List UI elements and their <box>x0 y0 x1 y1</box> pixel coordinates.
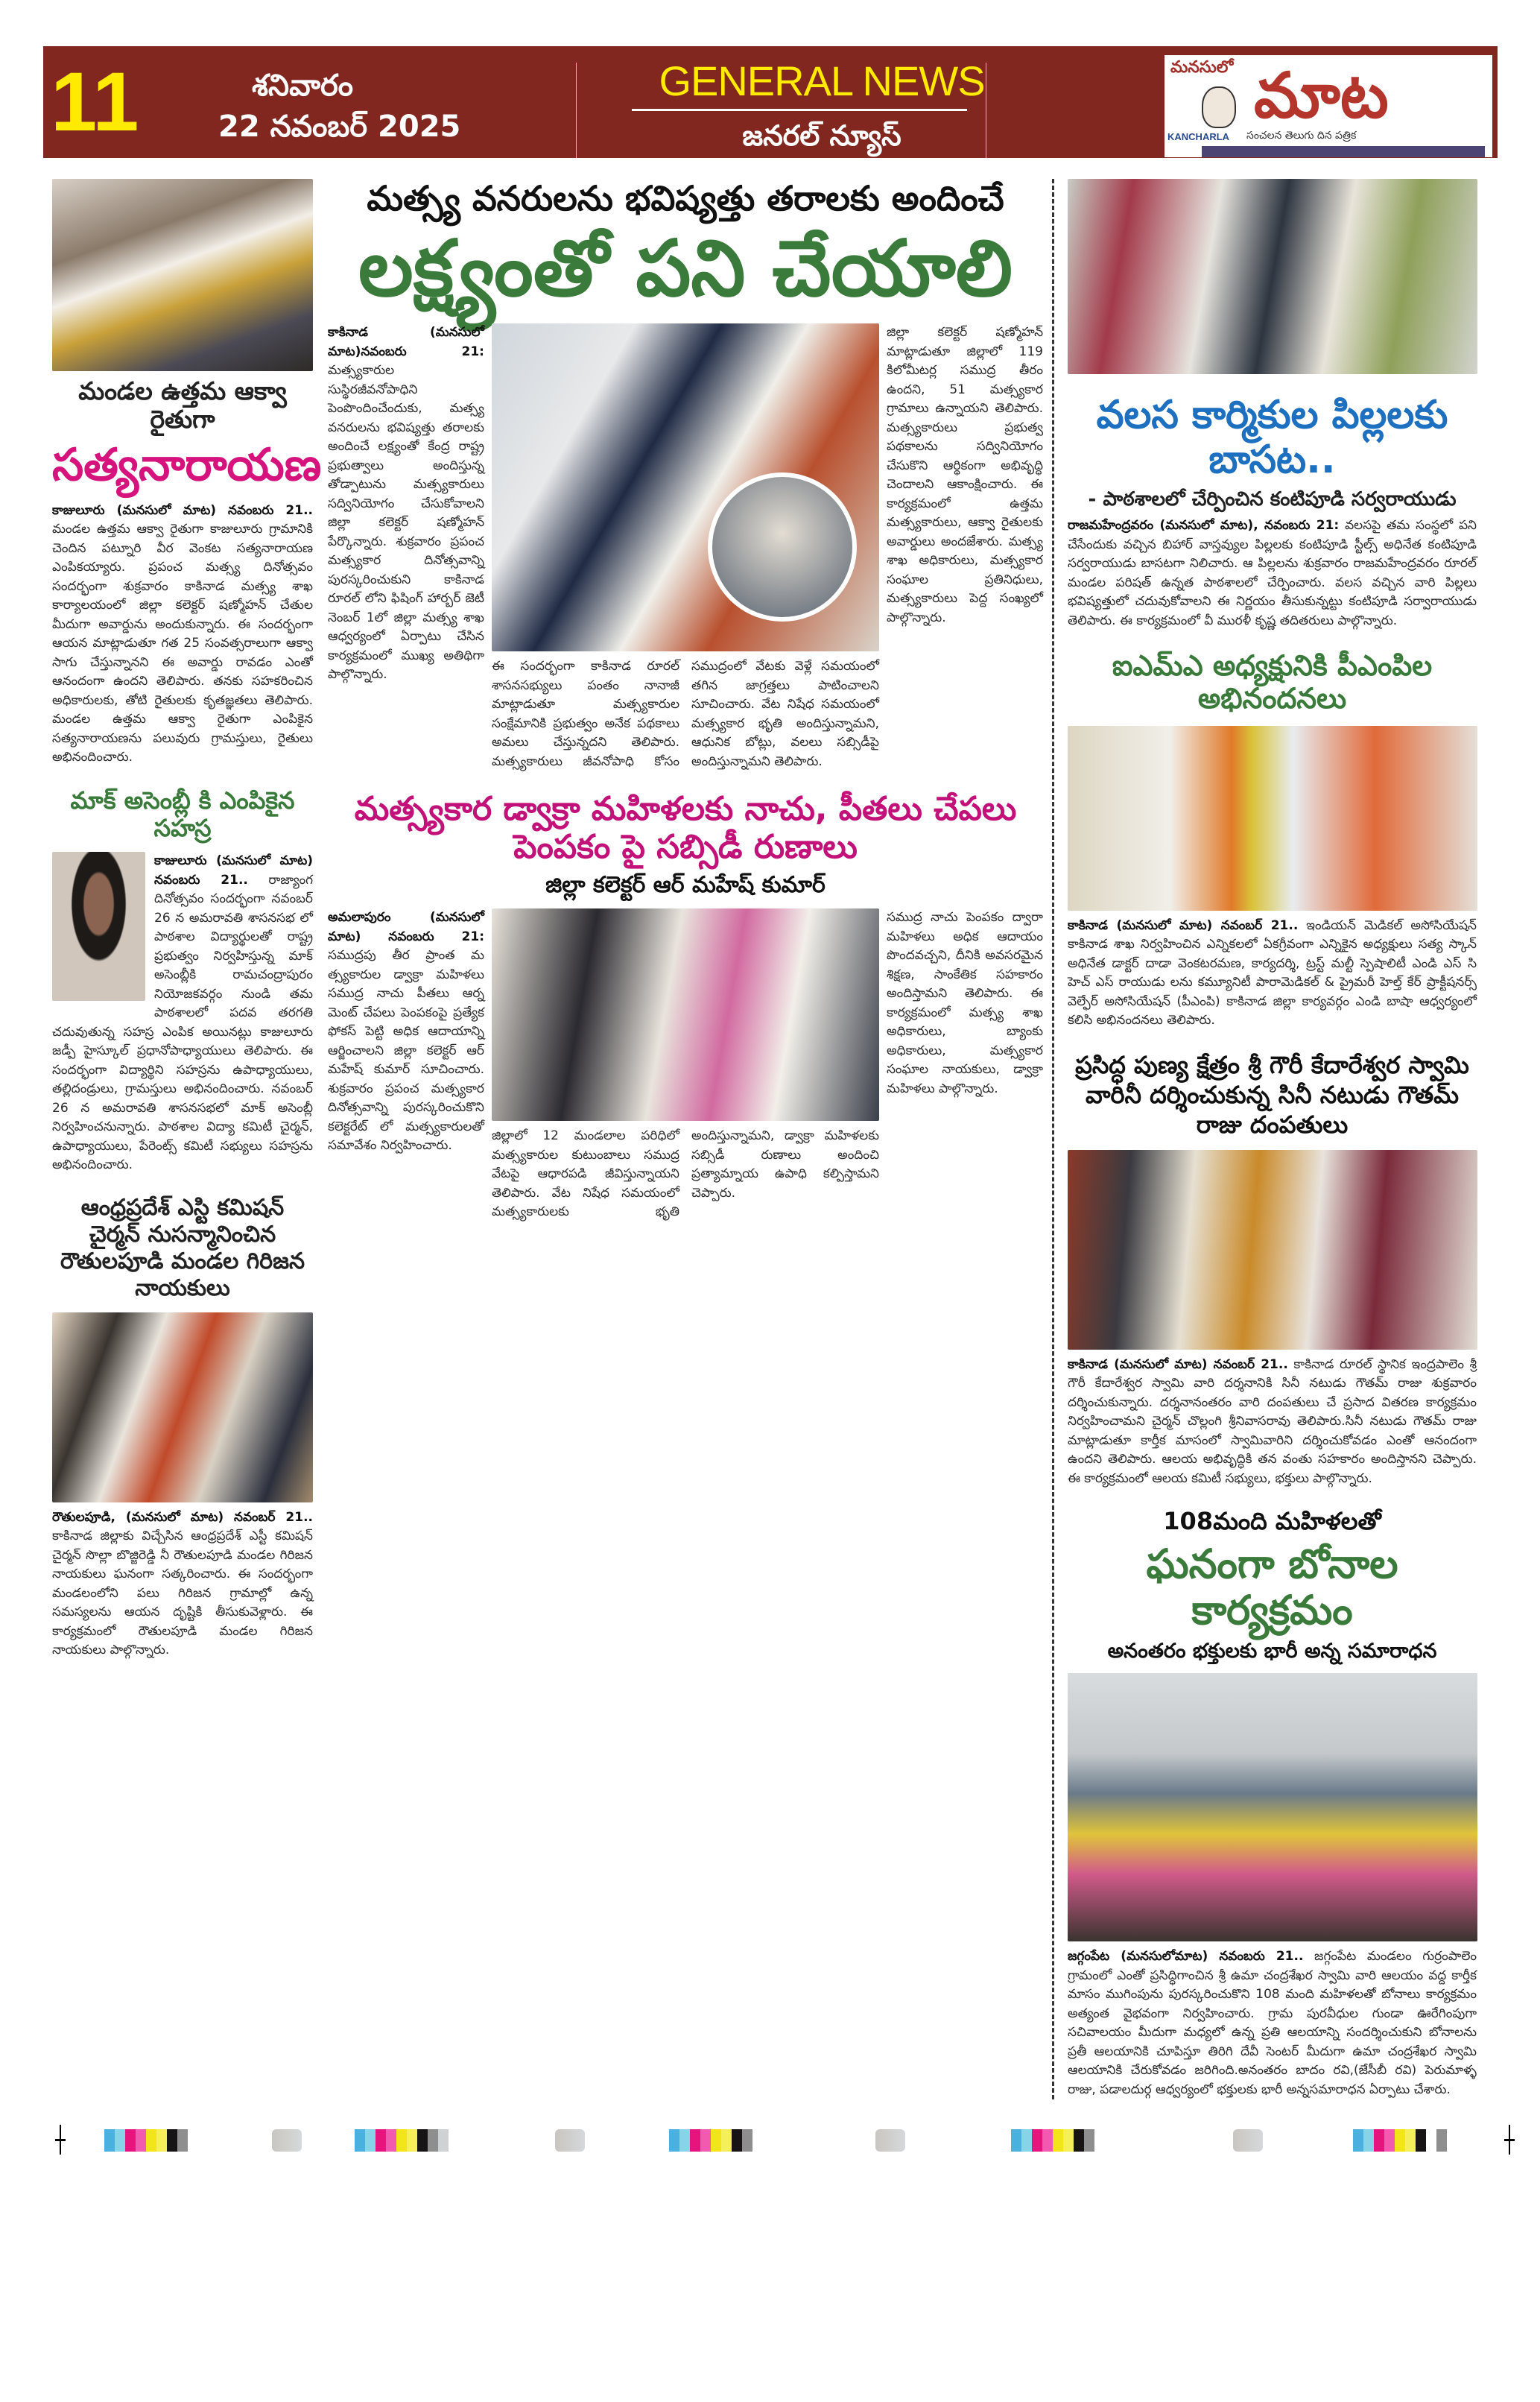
ima-felicitation-photo <box>1068 726 1477 911</box>
bonalu-procession-photo <box>1068 1673 1477 1941</box>
aqua-farmer-award-photo <box>52 179 313 371</box>
color-bar <box>355 2129 449 2152</box>
section-title-te: జనరల్ న్యూస్ <box>742 119 901 152</box>
article-text: ఇండియన్ మెడికల్ అసోసియేషన్ కాకినాడ శాఖ నిర్వహించిన ఎన్నికలలో ఏకగ్రీవంగా ఎన్నికైన అధ్యక్షులు సత్య స్కాన్ అధినేత డాక్టర్ దాడా వెంకటరమణ, కార్యదర్శి, ట్రస్ట్ మల్టీ స్పెషాలిటీ ఎండి ఎస్ సి హెచ్ ఎస్ రాయుడు లను కమ్యూనిటీ పారామెడికల్ & ప్రైమరీ హెల్త్ కేర్ ప్రాక్టీషనర్స్ వెల్ఫేర్ అసోసియేషన్ (పీఎంపి) కాకినాడ జిల్లా కార్యవర్గం ఎండి బాషా ఆధ్వర్యంలో కలిసి అభినందనలు తెలిపారు. <box>1068 917 1477 1028</box>
st-commission-headline: ఆంధ్రప్రదేశ్ ఎస్టి కమిషన్ చైర్మన్ నుసన్మానించిన రౌతులపూడి మండల గిరిజన నాయకులు <box>60 1194 305 1301</box>
left-column <box>52 179 322 1660</box>
dwcra-article <box>328 908 1043 1222</box>
issue-date: 22 నవంబర్ 2025 <box>218 110 461 144</box>
portrait-icon <box>1202 86 1236 128</box>
main-headline: లక్ష్యంతో పని చేయాలి <box>358 222 1013 314</box>
registration-mark-icon <box>1504 2139 1515 2141</box>
ima-article-body <box>1068 917 1477 1031</box>
aqua-kicker: మండల ఉత్తమ ఆక్వా రైతుగా <box>78 376 287 434</box>
main-article-col1 <box>328 323 484 685</box>
gray-patch <box>272 2129 302 2152</box>
st-article-body <box>52 1508 313 1660</box>
color-bar <box>1353 2129 1447 2152</box>
dateline: కాకినాడ (మనసులో మాట) నవంబర్ 21.. <box>1068 1356 1288 1372</box>
article-text: వలసపై తమ సంస్థలో పని చేసేందుకు వచ్చిన బిహార్ వాస్తవ్యుల పిల్లలకు కంటిపూడి స్టీల్స్ అధినేత కంటిపూడి సర్వరాయుడు బాసటగా నిలిచారు. ఆ పిల్లలను శుక్రవారం రాజమహేంద్రవరం రూరల్ మండల పరిషత్ ఉన్నత పాఠశాలలో చేర్పించారు. వలస వచ్చిన వారి పిల్లలు భవిష్యత్తులో చదువుకోవాలని ఈ నిర్ణయం తీసుకున్నట్టు కంటిపూడి సర్వారాయుడు తెలిపారు. ఈ కార్యక్రమంలో వీ మురళీ కృష్ణ తదితరులు పాల్గొన్నారు. <box>1068 518 1477 628</box>
logo-small-text: మనసులో <box>1170 58 1234 77</box>
dwcra-article-col1 <box>328 908 484 1156</box>
st-commission-photo <box>52 1312 313 1502</box>
migrant-article-body <box>1068 516 1477 630</box>
center-column <box>328 179 1043 1222</box>
dateline: అమలాపురం (మనసులో మాట) నవంబరు 21: <box>328 910 484 944</box>
temple-article-body <box>1068 1356 1477 1489</box>
dwcra-headline: మత్స్యకార డ్వాక్రా మహిళలకు నాచు, పీతలు చేపలు పెంపకం పై సబ్సిడీ రుణాలు <box>354 790 1017 867</box>
bonalu-headline: ఘనంగా బోనాల కార్యక్రమం <box>1146 1540 1398 1634</box>
fishermen-day-event-photo <box>492 323 879 651</box>
dwcra-byline: జిల్లా కలెక్టర్ ఆర్ మహేష్ కుమార్ <box>545 871 826 898</box>
gray-patch <box>1233 2129 1263 2152</box>
inset-photo <box>708 473 857 622</box>
main-article-col4: జిల్లా కలెక్టర్ షణ్మోహన్ మాట్లాడుతూ జిల్లాలో 119 కిలోమీటర్ల సముద్ర తీరం ఉందని, 51 మత్స్యకార గ్రామాలు ఉన్నాయని తెలిపారు. మత్స్యకారులు ప్రభుత్వ పథకాలను సద్వినియోగం చేసుకొని ఆర్థికంగా అభివృద్ధి చెందాలని ఆకాంక్షించారు. ఈ కార్యక్రమంలో ఉత్తమ మత్స్యకారులు, ఆక్వా రైతులకు అవార్డులు అందజేశారు. మత్స్య శాఖ అధికారులు, మత్స్యకార సంఘాల ప్రతినిధులు, మత్స్యకారులు పెద్ద సంఖ్యలో పాల్గొన్నారు. <box>887 325 1043 625</box>
registration-mark-icon <box>55 2139 66 2141</box>
mock-assembly-headline: మాక్ అసెంబ్లీ కి ఎంపికైన సహస్ర <box>70 786 295 842</box>
dwcra-article-col4: సముద్ర నాచు పెంపకం ద్వారా మహిళలు అధిక ఆదాయం పొందవచ్చని, దీనికి అవసరమైన శిక్షణ, సాంకేతిక సహకారం అందిస్తామని తెలిపారు. ఈ కార్యక్రమంలో మత్స్య శాఖ అధికారులు, బ్యాంకు అధికారులు, మత్స్యకార సంఘాల నాయకులు, డ్వాక్రా మహిళలు పాల్గొన్నారు. <box>887 910 1043 1096</box>
article-text: కాకినాడ రూరల్ స్థానిక ఇంద్రపాలెం శ్రీ గౌరీ కేదారేశ్వర స్వామి వారి దర్శనానికి సినీ నటుడు గౌతమ్ రాజు శుక్రవారం దర్శించుకున్నారు. దర్శనానంతరం వారి దంపతులు చే ప్రసాద వితరణ కార్యక్రమం నిర్వహించామని చైర్మన్ చొల్లంగి శ్రీనివాసరావు తెలిపారు.సినీ నటుడు గౌతమ్ రాజు మాట్లాడుతూ కార్తీక మాసంలో స్వామివారిని దర్శించుకోవడం ఎంతో ఆనందంగా ఉందని తెలిపారు. ఆలయ అభివృద్ధికి తన వంతు సహకారం అందిస్తానని చెప్పారు. ఈ కార్యక్రమంలో ఆలయ కమిటీ సభ్యులు, భక్తులు పాల్గొన్నారు. <box>1068 1356 1477 1486</box>
bonalu-kicker: 108మంది మహిళలతో <box>1163 1507 1381 1536</box>
dwcra-article-col2: జిల్లాలో 12 మండలాల పరిధిలో మత్స్యకారుల కుటుంబాలు సముద్ర వేటపై ఆధారపడి జీవిస్తున్నాయని తెలిపారు. వేట నిషేధ సమయంలో మత్స్యకారులకు భృతి అందిస్తున్నామని, డ్వాక్రా మహిళలకు సబ్సిడీ రుణాలు అందించి ప్రత్యామ్నాయ ఉపాధి కల్పిస్తామని చెప్పారు. <box>492 1128 879 1220</box>
main-article <box>328 323 1043 771</box>
student-portrait-photo <box>52 852 145 1001</box>
dateline: కాకినాడ (మనసులో మాట) నవంబర్ 21.. <box>1068 917 1299 933</box>
aqua-article-body <box>52 502 313 768</box>
dateline: కాజులూరు (మనసులో మాట) నవంబరు 21.. <box>154 853 313 888</box>
newspaper-logo <box>1164 55 1492 157</box>
dateline: రాజమహేంద్రవరం (మనసులో మాట), నవంబరు 21: <box>1068 518 1340 534</box>
logo-bar <box>1202 146 1485 157</box>
divider <box>632 109 967 111</box>
dateline: జగ్గంపేట (మనసులోమాట) నవంబరు 21.. <box>1068 1949 1304 1965</box>
page-number: 11 <box>51 55 139 148</box>
article-text: మండల ఉత్తమ ఆక్వా రైతుగా కాజులూరు గ్రామానికి చెందిన పట్నూరి వీర వెంకట సత్యనారాయణ ఎంపికయ్యారు. ప్రపంచ మత్స్య దినోత్సవం సందర్భంగా శుక్రవారం కాకినాడ మత్స్య శాఖ కార్యాలయంలో జిల్లా కలెక్టర్ షణ్మోహన్ చేతుల మీదుగా అవార్డును అందుకున్నారు. ఈ సందర్భంగా ఆయన మాట్లాడుతూ గత 25 సంవత్సరాలుగా ఆక్వా సాగు చేస్తున్నానని ఈ అవార్డు రావడం ఎంతో ఆనందంగా ఉందని తెలిపారు. తనకు సహకరించిన అధికారులకు, తోటి రైతులకు కృతజ్ఞతలు తెలిపారు. మండల ఉత్తమ ఆక్వా రైతుగా ఎంపికైన సత్యనారాయణను పలువురు గ్రామస్తులు, రైతులు అభినందించారు. <box>52 522 313 765</box>
migrant-subhead: - పాఠశాలలో చేర్పించిన కంటిపూడి సర్వరాయుడు <box>1088 487 1457 511</box>
gray-patch <box>875 2129 905 2152</box>
main-kicker: మత్స్య వనరులను భవిష్యత్తు తరాలకు అందించే <box>367 178 1004 218</box>
article-text: కాకినాడ జిల్లాకు విచ్చేసిన ఆంధ్రప్రదేశ్ ఎస్టీ కమిషన్ చైర్మన్ సొల్లా బొజ్జిరెడ్డి నీ రౌతులపూడి మండల గిరిజన నాయకులు ఘనంగా సత్కరించారు. ఈ సందర్భంగా మండలంలోని పలు గిరిజన గ్రామాల్లో ఉన్న సమస్యలను ఆయన దృష్టికి తీసుకువెళ్లారు. ఈ కార్యక్రమంలో రౌతులపూడి మండల గిరిజన నాయకులు పాల్గొన్నారు. <box>52 1529 313 1658</box>
section-title-en: GENERAL NEWS <box>659 57 985 104</box>
color-bar <box>104 2129 188 2152</box>
collector-meeting-photo <box>492 908 879 1121</box>
divider <box>576 63 577 158</box>
print-color-bars <box>0 2122 1540 2181</box>
color-bar <box>669 2129 752 2152</box>
article-text: సముద్రపు తీర ప్రాంత మ త్స్యకారుల డ్వాక్రా మహిళలు సముద్ర నాచు పీతలు ఆర్న మెంట్ చేపలు పెంపకంపై ప్రత్యేక ఫోకస్ పెట్టి అధిక ఆదాయాన్ని ఆర్జించాలని జిల్లా కలెక్టర్ ఆర్ మహేష్ కుమార్ సూచించారు. శుక్రవారం ప్రపంచ మత్స్యకార దినోత్సవాన్ని పురస్కరించుకొని కలెక్టరేట్ లో మత్స్యకారులతో సమావేశం నిర్వహించారు. <box>328 948 484 1154</box>
logo-tagline: సంచలన తెలుగు దిన పత్రిక <box>1246 130 1357 142</box>
article-text: మత్స్యకారుల సుస్థిరజీవనోపాధిని పెంపొందించేందుకు, మత్స్య వనరులను భవిష్యత్తు తరాలకు అందించే లక్ష్యంతో కేంద్ర రాష్ట్ర ప్రభుత్వాలు అందిస్తున్న తోడ్పాటును మత్స్యకారులు సద్వినియోగం చేసుకోవాలని జిల్లా కలెక్టర్ షణ్మోహన్ పేర్కొన్నారు. శుక్రవారం ప్రపంచ మత్స్యకార దినోత్సవాన్ని పురస్కరించుకుని కాకినాడ రూరల్ లోని ఫిషింగ్ హార్బర్ జెటీ నెంబర్ 1లో జిల్లా మత్స్య శాఖ ఆధ్వర్యంలో ఏర్పాటు చేసిన కార్యక్రమంలో ముఖ్య అతిథిగా పాల్గొన్నారు. <box>328 363 484 683</box>
aqua-headline: సత్యనారాయణ <box>52 438 322 491</box>
gray-patch <box>555 2129 585 2152</box>
right-column <box>1052 179 1477 2099</box>
dateline: రౌతులపూడి, (మనసులో మాట) నవంబర్ 21.. <box>52 1509 313 1525</box>
main-article-col2: ఈ సందర్భంగా కాకినాడ రూరల్ శాసనసభ్యులు పంతం నానాజీ మాట్లాడుతూ మత్స్యకారుల సంక్షేమానికి ప్రభుత్వం అనేక పథకాలు అమలు చేస్తున్నదని తెలిపారు. మత్స్యకారులు జీవనోపాధి కోసం సముద్రంలో వేటకు వెళ్లే సమయంలో తగిన జాగ్రత్తలు పాటించాలని సూచించారు. వేట నిషేధ సమయంలో మత్స్యకార భృతి అందిస్తున్నామని, ఆధునిక బోట్లు, వలలు సబ్సిడీపై అందిస్తున్నామని తెలిపారు. <box>492 659 879 769</box>
article-text: రాజ్యాంగ దినోత్సవం సందర్భంగా నవంబర్ 26 న అమరావతి శాసనసభ లో పాఠశాల విద్యార్థులతో రాష్ట్ర ప్రభుత్వం నిర్వహిస్తున్న మాక్ అసెంబ్లీకి రామచంద్రాపురం నియోజకవర్గం నుండి తమ పాఠశాలలో పదవ తరగతి చదువుతున్న సహస్ర ఎంపిక అయినట్లు కాజులూరు జడ్పీ హైస్కూల్ ప్రధానోపాధ్యాయులు తెలిపారు. ఈ సందర్భంగా విద్యార్థిని సహస్రను ఉపాధ్యాయులు, తల్లిదండ్రులు, గ్రామస్తులు అభినందించారు. నవంబర్ 26 న అమరావతి శాసనసభలో మాక్ అసెంబ్లీ నిర్వహించనున్నారు. పాఠశాల విద్యా కమిటీ చైర్మన్, ఉపాధ్యాయులు, పేరెంట్స్ కమిటీ సభ్యులు సహస్రను అభినందించారు. <box>52 872 313 1173</box>
temple-headline: ప్రసిద్ధ పుణ్య క్షేత్రం శ్రీ గౌరీ కేదారేశ్వర స్వామి వారినీ దర్శించుకున్న సినీ నటుడు గౌతమ్ రాజు దంపతులు <box>1075 1050 1469 1139</box>
article-text: జగ్గంపేట మండలం గుర్రంపాలెం గ్రామంలో ఎంతో ప్రసిద్ధిగాంచిన శ్రీ ఉమా చంద్రశేఖర స్వామి వారి ఆలయం వద్ద కార్తీక మాసం ముగింపును పురస్కరించుకొని 108 మంది మహిళలతో బోనాలు కార్యక్రమం అత్యంత వైభవంగా నిర్వహించారు. గ్రామ పురవీధుల గుండా ఊరేగింపుగా సచివాలయం మీదుగా మధ్యలో ఉన్న ప్రతి ఆలయాన్ని సందర్శించుకుని బోనాలను ప్రతీ ఆలయానికి చూపిస్తూ తిరిగి దేవీ సెంటర్ మీదుగా ఉమా చంద్రశేఖర స్వామి ఆలయానికి చేరుకోవడం జరిగింది.అనంతరం బాదం రవి,(జేసీబీ రవి) పెరుమాళ్ళ రాజు, పడాలదుర్గ ఆధ్వర్యంలో భక్తులకు భారీ అన్నసమారాధన ఏర్పాటు చేశారు. <box>1068 1949 1477 2097</box>
issue-day: శనివారం <box>252 69 353 103</box>
temple-visit-photo <box>1068 1150 1477 1350</box>
page-columns <box>52 179 1483 2099</box>
bonalu-subhead: అనంతరం భక్తులకు భారీ అన్న సమారాధన <box>1107 1640 1437 1663</box>
bonalu-article-body <box>1068 1947 1477 2099</box>
logo-brand: KANCHARLA <box>1167 131 1230 142</box>
migrant-children-photo <box>1068 179 1477 374</box>
dateline: కాకినాడ (మనసులో మాట)నవంబరు 21: <box>328 325 484 359</box>
dateline: కాజులూరు (మనసులో మాట) నవంబరు 21.. <box>52 502 313 518</box>
color-bar <box>1011 2129 1094 2152</box>
ima-headline: ఐఎమ్ఎ అధ్యక్షునికి పీఎంపిల అభినందనలు <box>1112 649 1433 715</box>
masthead <box>43 46 1498 158</box>
migrant-headline: వలస కార్మికుల పిల్లలకు బాసట.. <box>1096 393 1448 482</box>
logo-main-text: మాట <box>1254 59 1389 132</box>
